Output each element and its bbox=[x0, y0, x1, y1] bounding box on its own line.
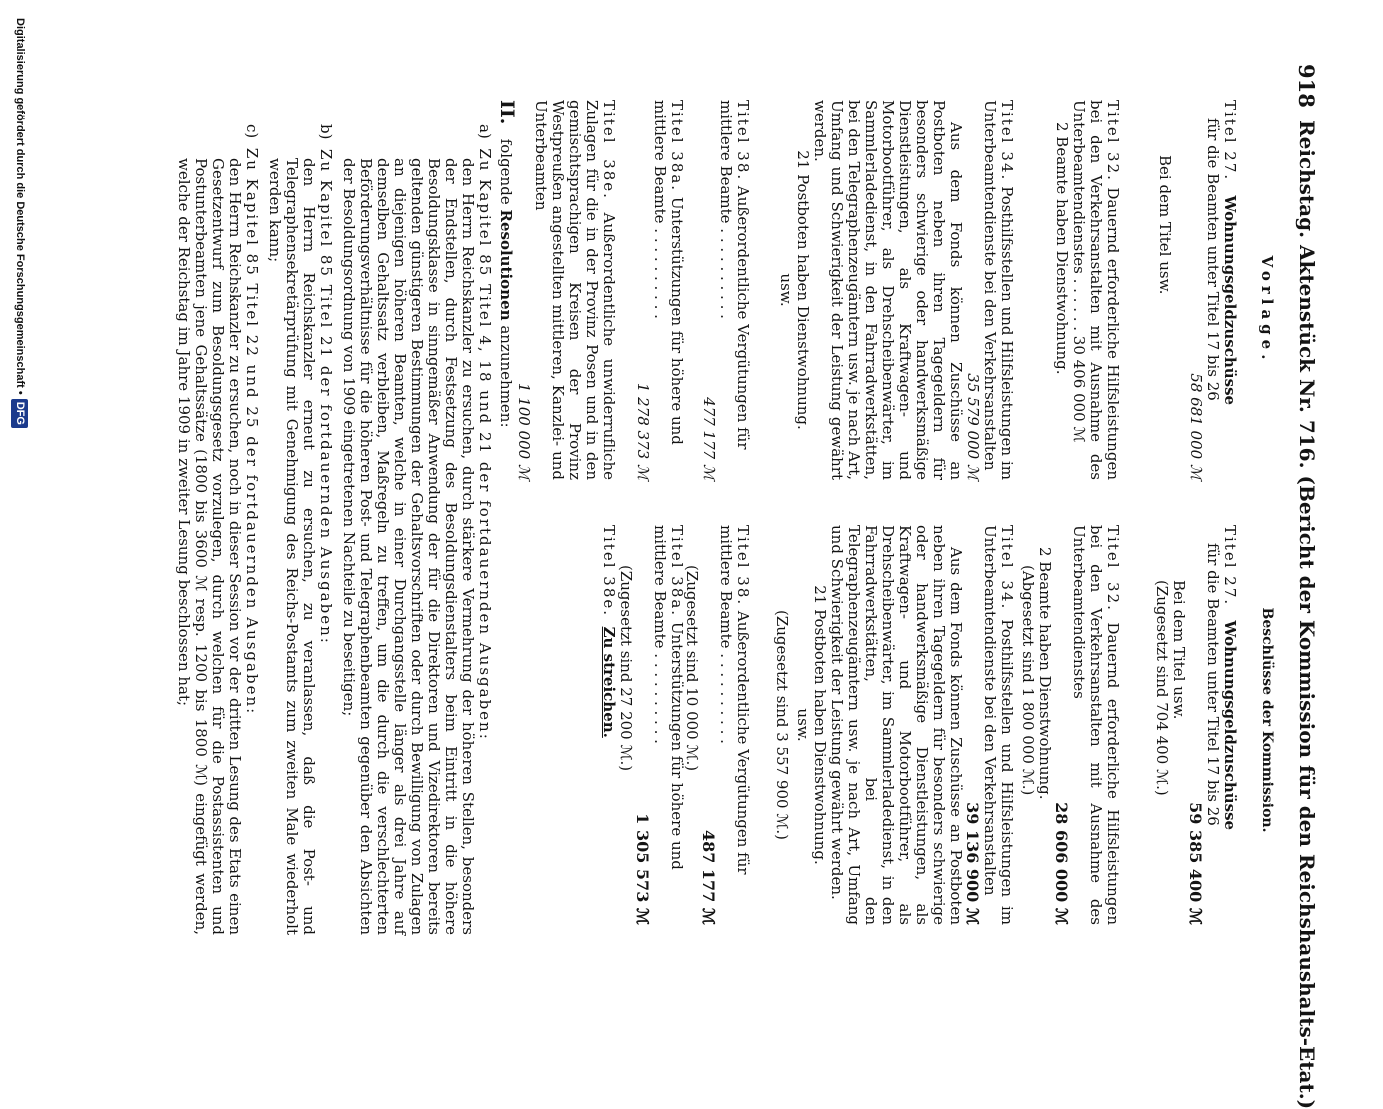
titel-amount: 39 136 900 ℳ bbox=[963, 802, 982, 925]
resolutions-intro-pre: folgende bbox=[497, 138, 515, 205]
titel-amount: 1 100 000 ℳ bbox=[515, 382, 533, 480]
page-header-title: Reichstag. Aktenstück Nr. 716. (Bericht der Kommission für den Reichshaushalts-Etat.) bbox=[1295, 120, 1319, 1109]
section-numeral: II. bbox=[496, 100, 518, 125]
titel-text: für die Beamten unter Titel 17 bis 26 bbox=[1204, 118, 1222, 401]
vorlage-titel-34 bbox=[777, 100, 1015, 480]
resolution-head: Zu Kapitel 85 Titel 21 der fortdauernden Ausgaben: bbox=[317, 149, 335, 645]
resolution-body: den Herrn Reichskanzler erneut zu ersuchen, zu veranlassen, daß die Post- und Telegraphensekretärprüfung mit Genehmigung des Reichs-Postamts zum zweiten Male wiederholt werden kann; bbox=[266, 158, 318, 935]
beschluss-titel-27 bbox=[1153, 525, 1238, 925]
vorlage-titel-38 bbox=[700, 100, 751, 480]
resolution-item-a bbox=[340, 100, 493, 935]
titel-note: (Zugesetzt sind 27 200 ℳ.) bbox=[617, 565, 635, 772]
titel-label: Titel 34. bbox=[998, 525, 1016, 611]
resolution-letter: b) bbox=[317, 124, 335, 140]
resolution-item-b bbox=[266, 100, 334, 935]
titel-note: 21 Postboten haben Dienstwohnung. bbox=[794, 150, 812, 430]
resolution-body: den Herrn Reichskanzler zu ersuchen, noch in dieser Session vor der dritten Lesung des Etats einen Gesetzentwurf zum Besoldungsgesetz vorzulegen, durch welchen für die Postassistenten und Postunterbeamten jene Gehaltssätze (1800 bis 3600 ℳ resp. 1200 bis 1800 ℳ) eingefügt werden, welche der Reichstag im Jahre 1909 in zweiter Lesung beschlossen hat; bbox=[175, 158, 244, 935]
titel-text: Dauernd erforderliche Hilfsleistungen bei den Verkehrsanstalten mit Ausnahme des Unterbeamtendienstes . . . . . . 30 406 000 ℳ bbox=[1070, 100, 1122, 480]
beschluss-titel-38a bbox=[617, 525, 685, 925]
titel-amount: 477 177 ℳ bbox=[700, 397, 718, 480]
titel-label: Titel 38. bbox=[734, 100, 752, 182]
digitization-credit bbox=[8, 18, 28, 978]
titel-amount: 28 606 000 ℳ bbox=[1052, 802, 1071, 925]
titel-note: 21 Postboten haben Dienstwohnung. bbox=[811, 585, 829, 865]
titel-text: Posthilfsstellen und Hilfsleistungen im Unterbeamtendienste bei den Verkehrsanstalten bbox=[981, 525, 1016, 925]
titel-label: Titel 32. bbox=[1104, 525, 1122, 612]
titel-amount: 59 385 400 ℳ bbox=[1186, 802, 1205, 925]
resolution-head: Zu Kapitel 85 Titel 4, 18 und 21 der fortdauernden Ausgaben: bbox=[476, 148, 494, 741]
titel-text: Außerordentliche Vergütungen für mittlere Beamte . . . . . . . . . . bbox=[717, 100, 752, 450]
titel-text: Außerordentliche unwiderrufliche Zulagen für die in der Provinz Posen und in den gemischtsprachigen Kreisen der Provinz Westpreußen angestellten mittleren, Kanzlei- und Unterbeamten bbox=[532, 100, 618, 480]
beschluss-titel-32 bbox=[1019, 525, 1121, 925]
titel-label: Titel 32. bbox=[1104, 100, 1122, 182]
resolution-head: Zu Kapitel 85 Titel 22 und 25 der fortdauernden Ausgaben: bbox=[243, 147, 261, 716]
vorlage-titel-32 bbox=[1053, 100, 1121, 480]
titel-label: Titel 38e. bbox=[600, 525, 618, 618]
titel-label: Titel 38e. bbox=[600, 100, 618, 200]
titel-text: Unterstützungen für höhere und mittlere Beamte . . . . . . . . . . bbox=[651, 100, 686, 445]
resolutions-section bbox=[175, 100, 518, 935]
resolution-body: den Herrn Reichskanzler zu ersuchen, durch stärkere Vermehrung der höheren Stellen, besonders der Endstellen, durch Festsetzung des Besoldungsdienstalters beim Eintritt in die höhere Besoldungsklasse in sinngemäßer Anwendung der für die Direktoren und Vizedirektoren bereits geltenden günstigeren Bestimmungen der Gehaltsvorschriften oder durch Bewilligung von Zulagen an diejenigen höheren Beamten, welche in einer Durchgangsstelle länger als drei Jahre auf demselben Gehaltssatz verbleiben, Maßregeln zu treffen, um die durch die verschlechterten Beförderungsverhältnisse für die höheren Post- und Telegraphenbeamten gegenüber den Absichten der Besoldungsordnung von 1909 eingetretenen Nachteile zu beseitigen; bbox=[340, 158, 477, 935]
running-header bbox=[1283, 64, 1319, 1109]
beschluss-titel-38e bbox=[600, 525, 617, 925]
titel-amount: 58 681 000 ℳ bbox=[1187, 373, 1205, 480]
titel-note: 2 Beamte haben Dienstwohnung. bbox=[1036, 547, 1054, 800]
beschluesse-heading: Beschlüsse der Kommission. bbox=[1259, 607, 1275, 833]
titel-heading: Wohnungsgeldzuschüsse bbox=[1221, 620, 1239, 831]
page-number: 918 bbox=[1294, 64, 1319, 108]
vorlage-titel-27 bbox=[1156, 100, 1238, 480]
resolution-item-c bbox=[175, 100, 260, 935]
titel-label: Titel 38. bbox=[734, 525, 752, 607]
titel-label: Titel 27. bbox=[1221, 100, 1239, 182]
titel-text: Posthilfsstellen und Hilfsleistungen im Unterbeamtendienste bei den Verkehrsanstalten bbox=[981, 100, 1016, 480]
titel-note: (Zugesetzt sind 10 000 ℳ.) bbox=[683, 565, 701, 772]
titel-amount: 1 278 373 ℳ bbox=[634, 382, 652, 480]
beschluss-titel-34 bbox=[773, 525, 1015, 925]
resolutions-intro-bold: Resolutionen bbox=[497, 209, 515, 321]
credit-text: Digitalisierung gefördert durch die Deutsche Forschungsgemeinschaft • bbox=[14, 18, 26, 395]
titel-note-2: (Zugesetzt sind 3 557 900 ℳ.) bbox=[773, 609, 791, 840]
titel-label: Titel 27. bbox=[1221, 525, 1239, 607]
titel-paragraph: Aus dem Fonds können Zuschüsse an Postboten neben ihren Tagegeldern für besonders schwierige oder handwerksmäßige Dienstleistungen, als Kraftwagen- und Motorbootführer, als Drehscheibenwärter, im Sammlerladedienst, in den Fahrradwerkstätten, bei den Telegraphenzeugämtern usw. je nach Art, Umfang und Schwierigkeit der Leistung gewährt werden. bbox=[811, 100, 965, 480]
titel-amount: 1 305 573 ℳ bbox=[633, 813, 652, 925]
vorlage-titel-38e bbox=[515, 100, 617, 480]
beschluss-titel-38 bbox=[683, 525, 751, 925]
resolutions-intro-post: anzunehmen: bbox=[497, 325, 515, 428]
resolution-letter: c) bbox=[243, 124, 261, 139]
dfg-logo: DFG bbox=[11, 399, 28, 428]
titel-etc: usw. bbox=[794, 708, 812, 742]
titel-etc: usw. bbox=[777, 273, 795, 307]
vorlage-titel-38a bbox=[634, 100, 685, 480]
titel-text: Außerordentliche Vergütungen für mittlere Beamte . . . . . . . . . . bbox=[717, 525, 752, 875]
resolution-letter: a) bbox=[476, 124, 494, 139]
titel-note: 2 Beamte haben Dienstwohnung. bbox=[1053, 122, 1071, 375]
titel-amount: 487 177 ℳ bbox=[699, 829, 718, 925]
titel-note-2: (Abgesetzt sind 1 800 000 ℳ.) bbox=[1019, 565, 1037, 796]
titel-heading: Wohnungsgeldzuschüsse bbox=[1221, 195, 1239, 406]
titel-text: Zu streichen. bbox=[600, 626, 618, 738]
titel-text: für die Beamten unter Titel 17 bis 26 bbox=[1204, 543, 1222, 826]
titel-label: Titel 38a. bbox=[668, 525, 686, 618]
titel-extra: Bei dem Titel usw. bbox=[1170, 580, 1188, 720]
titel-label: Titel 34. bbox=[998, 100, 1016, 182]
vorlage-heading: Vorlage. bbox=[1258, 255, 1276, 365]
titel-text: Dauernd erforderliche Hilfsleistungen bei den Verkehrsanstalten mit Ausnahme des Unterbeamtendienstes bbox=[1070, 525, 1122, 925]
titel-paragraph: Aus dem Fonds können Zuschüsse an Postboten neben ihren Tagegeldern für besonders schwierige oder handwerksmäßige Dienstleistungen, als Kraftwagen- und Motorbootführer, als Drehscheibenwärter, im Sammlerladedienst, in den Fahrradwerkstätten, bei den Telegraphenzeugämtern usw. je nach Art, Umfang und Schwierigkeit der Leistung gewährt werden. bbox=[828, 525, 965, 925]
titel-extra: Bei dem Titel usw. bbox=[1156, 155, 1174, 295]
titel-text: Unterstützungen für höhere und mittlere Beamte . . . . . . . . . . bbox=[651, 525, 686, 870]
titel-note: (Zugesetzt sind 704 400 ℳ.) bbox=[1153, 580, 1171, 796]
titel-amount: 35 579 000 ℳ bbox=[964, 373, 982, 480]
titel-label: Titel 38a. bbox=[668, 100, 686, 193]
